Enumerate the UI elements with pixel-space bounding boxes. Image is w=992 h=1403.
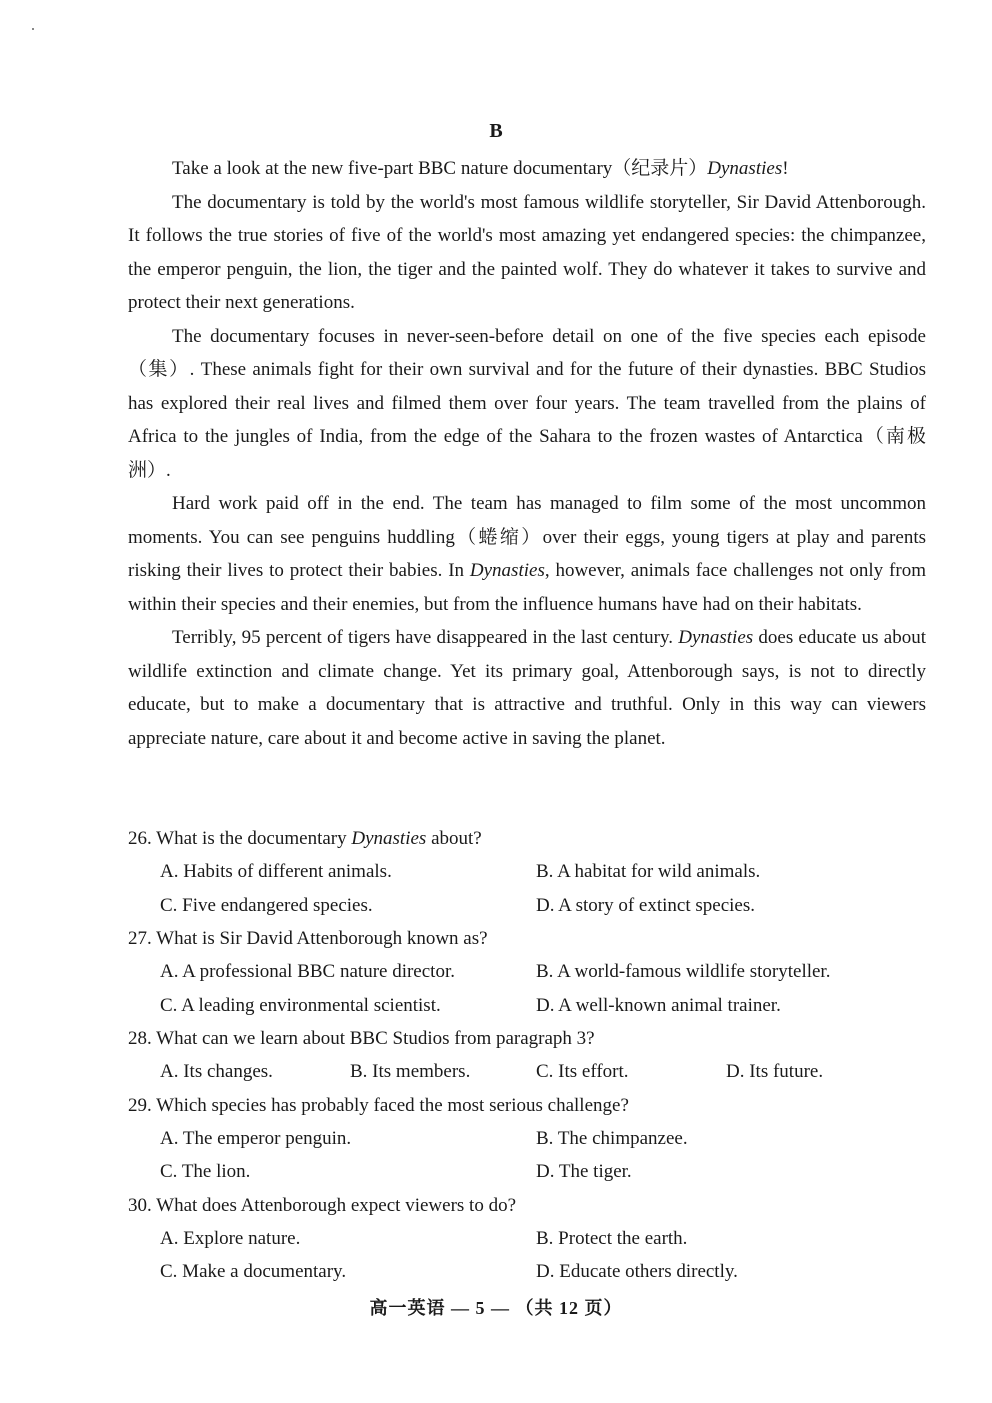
documentary-title: Dynasties (707, 158, 783, 179)
question-27 (128, 922, 926, 1022)
question-stem: 30. What does Attenborough expect viewers to do? (128, 1194, 516, 1216)
option-c[interactable]: C. Its effort. (536, 1061, 629, 1082)
option-a[interactable]: A. Habits of different animals. (160, 861, 392, 882)
option-b[interactable]: B. Its members. (350, 1061, 471, 1082)
option-a[interactable]: A. Its changes. (160, 1061, 273, 1082)
reading-passage (128, 152, 926, 755)
option-b[interactable]: B. The chimpanzee. (536, 1127, 688, 1149)
question-28 (128, 1022, 926, 1089)
option-d[interactable]: D. A story of extinct species. (536, 894, 755, 916)
question-list (128, 822, 926, 1289)
option-b[interactable]: B. A world-famous wildlife storyteller. (536, 961, 831, 982)
option-c[interactable]: C. Five endangered species. (160, 894, 373, 916)
option-d[interactable]: D. Educate others directly. (536, 1261, 738, 1282)
paragraph-3: The documentary focuses in never-seen-before detail on one of the five species each episode（集）. These animals fight for their own survival and for the future of their dynasties. BBC Studios has explored their real lives and filmed them over four years. The team travelled from the plains of Africa to the jungles of India, from the edge of the Sahara to the frozen wastes of Antarctica（南极洲）. (128, 325, 926, 481)
question-stem: 27. What is Sir David Attenborough known as? (128, 928, 488, 949)
section-letter: B (489, 120, 503, 142)
option-b[interactable]: B. Protect the earth. (536, 1227, 688, 1249)
option-c[interactable]: C. The lion. (160, 1161, 251, 1182)
question-stem: 28. What can we learn about BBC Studios from paragraph 3? (128, 1028, 595, 1049)
option-c[interactable]: C. A leading environmental scientist. (160, 994, 441, 1016)
option-d[interactable]: D. Its future. (726, 1061, 824, 1082)
question-stem: 26. What is the documentary Dynasties about? (128, 828, 482, 849)
paragraph-4: Hard work paid off in the end. The team has managed to film some of the most uncommon moments. You can see penguins huddling（蜷缩）over their eggs, young tigers at play and parents risking their lives to protect their babies. In Dynasties, however, animals face challenges not only from within their species and their enemies, but from the influence humans have had on their habitats. (128, 493, 926, 615)
question-26 (128, 822, 926, 922)
documentary-title: Dynasties (678, 627, 754, 648)
paragraph-5: Terribly, 95 percent of tigers have disappeared in the last century. Dynasties does educate us about wildlife extinction and climate change. Yet its primary goal, Attenborough says, is not to directly educate, but to make a documentary that is attractive and truthful. Only in this way can viewers appreciate nature, care about it and become active in saving the planet. (128, 627, 926, 749)
paragraph-1: Take a look at the new five-part BBC nature documentary（纪录片）Dynasties! (172, 158, 789, 179)
option-d[interactable]: D. The tiger. (536, 1161, 632, 1182)
paragraph-2: The documentary is told by the world's most famous wildlife storyteller, Sir David Attenborough. It follows the true stories of five of the world's most amazing yet endangered species: the chimpanzee, the emperor penguin, the lion, the tiger and the painted wolf. They do whatever it takes to survive and protect their next generations. (128, 191, 926, 313)
scan-speck (32, 28, 34, 30)
option-c[interactable]: C. Make a documentary. (160, 1261, 347, 1282)
documentary-title: Dynasties (469, 560, 545, 581)
question-stem: 29. Which species has probably faced the most serious challenge? (128, 1094, 629, 1116)
question-30 (128, 1189, 926, 1289)
option-b[interactable]: B. A habitat for wild animals. (536, 861, 761, 882)
option-a[interactable]: A. The emperor penguin. (160, 1127, 352, 1149)
option-a[interactable]: A. Explore nature. (160, 1227, 301, 1249)
page-footer: 高一英语 — 5 — （共 12 页） (369, 1298, 623, 1318)
option-d[interactable]: D. A well-known animal trainer. (536, 994, 781, 1016)
option-a[interactable]: A. A professional BBC nature director. (160, 961, 455, 982)
question-29 (128, 1089, 926, 1189)
